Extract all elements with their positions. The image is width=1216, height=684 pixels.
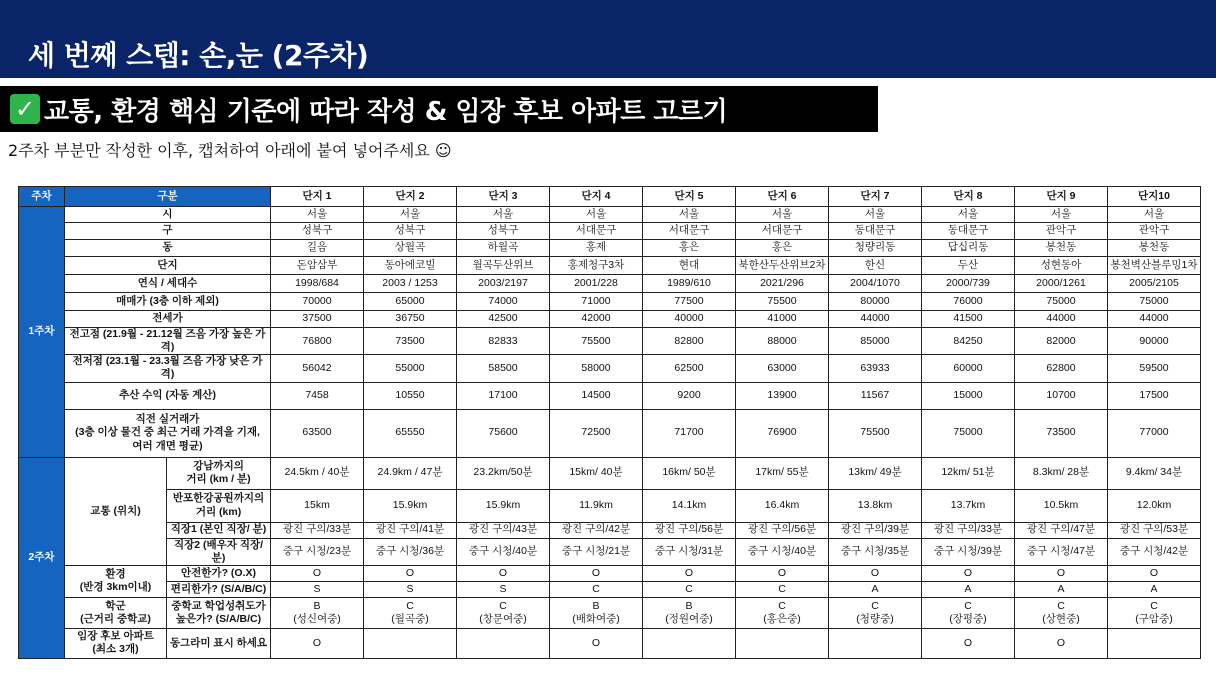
table-cell: 광진 구의/33분 xyxy=(922,522,1015,538)
table-cell: A xyxy=(1015,581,1108,597)
table-cell: 15000 xyxy=(922,382,1015,409)
column-header: 단지 3 xyxy=(457,187,550,207)
table-cell: 85000 xyxy=(829,328,922,355)
table-cell: C (월곡중) xyxy=(364,597,457,628)
table-cell: A xyxy=(829,581,922,597)
table-cell: 40000 xyxy=(643,311,736,328)
table-cell: 82000 xyxy=(1015,328,1108,355)
table-cell: 44000 xyxy=(1108,311,1201,328)
table-cell: 17km/ 55분 xyxy=(736,457,829,489)
table-row xyxy=(19,628,1201,658)
table-cell: 관악구 xyxy=(1108,223,1201,240)
table-cell: 서울 xyxy=(736,207,829,223)
table-cell: A xyxy=(922,581,1015,597)
table-cell: C xyxy=(643,581,736,597)
table-cell: 55000 xyxy=(364,355,457,382)
table-cell: 80000 xyxy=(829,293,922,311)
table-cell: O xyxy=(550,628,643,658)
table-cell: S xyxy=(364,581,457,597)
table-cell xyxy=(643,628,736,658)
table-cell: 광진 구의/43분 xyxy=(457,522,550,538)
apartment-comparison-table xyxy=(18,186,1201,659)
table-cell: S xyxy=(271,581,364,597)
row-label: 동그라미 표시 하세요 xyxy=(167,628,271,658)
table-cell: 15.9km xyxy=(457,489,550,522)
row-label: 시 xyxy=(65,207,271,223)
row-label: 추산 수익 (자동 계산) xyxy=(65,382,271,409)
table-cell: 82833 xyxy=(457,328,550,355)
instruction-text: 2주차 부분만 작성한 이후, 캡쳐하여 아래에 붙여 넣어주세요 ☺ xyxy=(8,141,452,160)
table-cell: C (상현중) xyxy=(1015,597,1108,628)
table-cell: 성북구 xyxy=(364,223,457,240)
table-cell: 광진 구의/53분 xyxy=(1108,522,1201,538)
table-cell: 16km/ 50분 xyxy=(643,457,736,489)
table-cell: 서대문구 xyxy=(736,223,829,240)
table-cell: 73500 xyxy=(1015,409,1108,457)
table-cell: 청량리동 xyxy=(829,240,922,257)
table-cell: 17100 xyxy=(457,382,550,409)
header-bar xyxy=(0,0,1216,78)
table-cell: 63933 xyxy=(829,355,922,382)
table-cell: 70000 xyxy=(271,293,364,311)
table-cell: 72500 xyxy=(550,409,643,457)
table-cell: 13.8km xyxy=(829,489,922,522)
column-header: 단지 2 xyxy=(364,187,457,207)
apartment-table-wrapper xyxy=(18,186,1201,659)
section-banner xyxy=(0,86,878,132)
banner-text: 교통, 환경 핵심 기준에 따라 작성 & 임장 후보 아파트 고르기 xyxy=(44,96,728,127)
table-cell: 관악구 xyxy=(1015,223,1108,240)
table-cell: 2004/1070 xyxy=(829,275,922,293)
table-cell: 광진 구의/41분 xyxy=(364,522,457,538)
table-cell: 길음 xyxy=(271,240,364,257)
table-row xyxy=(19,489,1201,522)
table-cell: C (청량중) xyxy=(829,597,922,628)
table-cell: 광진 구의/56분 xyxy=(643,522,736,538)
table-cell: 서울 xyxy=(829,207,922,223)
column-header: 단지10 xyxy=(1108,187,1201,207)
table-cell: 63000 xyxy=(736,355,829,382)
week-label-1: 1주차 xyxy=(19,207,65,458)
group-label: 교통 (위치) xyxy=(65,457,167,565)
column-header: 단지 8 xyxy=(922,187,1015,207)
table-cell xyxy=(736,628,829,658)
table-cell: O xyxy=(736,565,829,581)
table-cell: 75500 xyxy=(736,293,829,311)
table-cell: A xyxy=(1108,581,1201,597)
table-cell: 성현동아 xyxy=(1015,257,1108,275)
row-label: 반포한강공원까지의 거리 (km) xyxy=(167,489,271,522)
table-cell: 중구 시청/42분 xyxy=(1108,538,1201,565)
table-cell: 중구 시청/31분 xyxy=(643,538,736,565)
row-label: 중학교 학업성취도가 높은가? (S/A/B/C) xyxy=(167,597,271,628)
row-label: 연식 / 세대수 xyxy=(65,275,271,293)
table-cell: 7458 xyxy=(271,382,364,409)
table-row xyxy=(19,223,1201,240)
table-row xyxy=(19,597,1201,628)
table-cell: 봉천벽산블루밍1차 xyxy=(1108,257,1201,275)
table-cell: O xyxy=(1015,628,1108,658)
table-row xyxy=(19,355,1201,382)
table-cell: 봉천동 xyxy=(1015,240,1108,257)
table-cell: B (배화여중) xyxy=(550,597,643,628)
table-cell: O xyxy=(550,565,643,581)
table-cell: 중구 시청/40분 xyxy=(736,538,829,565)
table-cell: C xyxy=(736,581,829,597)
table-cell: 65000 xyxy=(364,293,457,311)
table-cell: 84250 xyxy=(922,328,1015,355)
table-cell: 서울 xyxy=(1015,207,1108,223)
table-cell: 82800 xyxy=(643,328,736,355)
table-cell: 76900 xyxy=(736,409,829,457)
table-row xyxy=(19,538,1201,565)
table-cell: 74000 xyxy=(457,293,550,311)
table-row xyxy=(19,275,1201,293)
table-cell: 2003/2197 xyxy=(457,275,550,293)
table-cell: 56042 xyxy=(271,355,364,382)
table-cell: 두산 xyxy=(922,257,1015,275)
table-cell: O xyxy=(922,628,1015,658)
row-label: 구 xyxy=(65,223,271,240)
table-cell: 성북구 xyxy=(457,223,550,240)
table-cell: 서울 xyxy=(271,207,364,223)
table-cell: 58000 xyxy=(550,355,643,382)
table-cell xyxy=(457,628,550,658)
table-cell: 서대문구 xyxy=(550,223,643,240)
table-cell: 77000 xyxy=(1108,409,1201,457)
table-cell: 2005/2105 xyxy=(1108,275,1201,293)
table-cell: 75000 xyxy=(922,409,1015,457)
table-cell: 서울 xyxy=(643,207,736,223)
table-cell: 중구 시청/23분 xyxy=(271,538,364,565)
table-cell: 서울 xyxy=(457,207,550,223)
table-cell: 서울 xyxy=(550,207,643,223)
table-row xyxy=(19,457,1201,489)
table-cell: 서울 xyxy=(364,207,457,223)
table-cell: 77500 xyxy=(643,293,736,311)
table-cell: 71000 xyxy=(550,293,643,311)
table-cell: 봉천동 xyxy=(1108,240,1201,257)
column-header: 단지 7 xyxy=(829,187,922,207)
table-cell: 광진 구의/56분 xyxy=(736,522,829,538)
table-cell: 41000 xyxy=(736,311,829,328)
table-cell: 24.9km / 47분 xyxy=(364,457,457,489)
table-cell: 광진 구의/47분 xyxy=(1015,522,1108,538)
table-cell: 13km/ 49분 xyxy=(829,457,922,489)
table-cell: 59500 xyxy=(1108,355,1201,382)
table-cell: 현대 xyxy=(643,257,736,275)
table-row xyxy=(19,382,1201,409)
table-cell: 42000 xyxy=(550,311,643,328)
table-cell: S xyxy=(457,581,550,597)
table-cell: 돈암삼부 xyxy=(271,257,364,275)
table-cell: 홍은 xyxy=(736,240,829,257)
table-row xyxy=(19,311,1201,328)
table-cell: 월곡두산위브 xyxy=(457,257,550,275)
table-cell: 중구 시청/35분 xyxy=(829,538,922,565)
table-cell: 상월곡 xyxy=(364,240,457,257)
table-cell: 광진 구의/42분 xyxy=(550,522,643,538)
table-cell: 44000 xyxy=(829,311,922,328)
table-row xyxy=(19,409,1201,457)
table-cell: 36750 xyxy=(364,311,457,328)
table-cell: 73500 xyxy=(364,328,457,355)
row-label: 직장1 (본인 직장/ 분) xyxy=(167,522,271,538)
table-cell: O xyxy=(643,565,736,581)
table-cell: 11.9km xyxy=(550,489,643,522)
table-cell: 중구 시청/39분 xyxy=(922,538,1015,565)
table-cell: 북한산두산위브2차 xyxy=(736,257,829,275)
row-label: 동 xyxy=(65,240,271,257)
table-cell: 하월곡 xyxy=(457,240,550,257)
group-label: 환경 (반경 3km이내) xyxy=(65,565,167,597)
column-header: 단지 9 xyxy=(1015,187,1108,207)
table-cell: 중구 시청/36분 xyxy=(364,538,457,565)
table-cell: 10550 xyxy=(364,382,457,409)
table-row xyxy=(19,522,1201,538)
table-cell: 중구 시청/21분 xyxy=(550,538,643,565)
table-cell: 15km xyxy=(271,489,364,522)
column-header: 단지 1 xyxy=(271,187,364,207)
table-cell: 2000/1261 xyxy=(1015,275,1108,293)
table-cell: 75000 xyxy=(1108,293,1201,311)
table-cell xyxy=(364,628,457,658)
table-cell: B (정원여중) xyxy=(643,597,736,628)
table-cell: 14.1km xyxy=(643,489,736,522)
table-cell: 9200 xyxy=(643,382,736,409)
group-label: 학군 (근거리 중학교) xyxy=(65,597,167,628)
table-cell: 성북구 xyxy=(271,223,364,240)
row-label: 매매가 (3층 이하 제외) xyxy=(65,293,271,311)
table-cell: 답십리동 xyxy=(922,240,1015,257)
row-label: 직장2 (배우자 직장/ 분) xyxy=(167,538,271,565)
table-cell: O xyxy=(457,565,550,581)
table-cell: 60000 xyxy=(922,355,1015,382)
table-cell: 75600 xyxy=(457,409,550,457)
table-row xyxy=(19,293,1201,311)
table-cell: 중구 시청/47분 xyxy=(1015,538,1108,565)
column-header: 단지 5 xyxy=(643,187,736,207)
table-row xyxy=(19,240,1201,257)
table-cell xyxy=(829,628,922,658)
table-cell: O xyxy=(271,565,364,581)
table-cell: 62800 xyxy=(1015,355,1108,382)
table-cell: 13.7km xyxy=(922,489,1015,522)
table-cell: 중구 시청/40분 xyxy=(457,538,550,565)
table-cell: 15km/ 40분 xyxy=(550,457,643,489)
column-header: 단지 6 xyxy=(736,187,829,207)
table-cell: 서울 xyxy=(922,207,1015,223)
table-cell: O xyxy=(1108,565,1201,581)
table-cell: C xyxy=(550,581,643,597)
table-cell: 88000 xyxy=(736,328,829,355)
row-label: 단지 xyxy=(65,257,271,275)
row-label: 편리한가? (S/A/B/C) xyxy=(167,581,271,597)
table-cell: 17500 xyxy=(1108,382,1201,409)
table-cell: 37500 xyxy=(271,311,364,328)
check-mark-icon: ✓ xyxy=(10,94,40,124)
column-header: 단지 4 xyxy=(550,187,643,207)
table-cell: 75500 xyxy=(550,328,643,355)
table-cell: 홍제 xyxy=(550,240,643,257)
table-cell: 63500 xyxy=(271,409,364,457)
corner-cell: 주차 xyxy=(19,187,65,207)
table-cell: 13900 xyxy=(736,382,829,409)
table-cell: 동대문구 xyxy=(829,223,922,240)
table-cell: 44000 xyxy=(1015,311,1108,328)
table-cell: 41500 xyxy=(922,311,1015,328)
table-row xyxy=(19,581,1201,597)
table-cell: 12km/ 51분 xyxy=(922,457,1015,489)
table-cell: 1989/610 xyxy=(643,275,736,293)
table-row xyxy=(19,565,1201,581)
table-cell: 76800 xyxy=(271,328,364,355)
category-header: 구분 xyxy=(65,187,271,207)
table-cell: O xyxy=(1015,565,1108,581)
table-cell: 서대문구 xyxy=(643,223,736,240)
table-cell: 10700 xyxy=(1015,382,1108,409)
table-cell: 16.4km xyxy=(736,489,829,522)
table-cell: 42500 xyxy=(457,311,550,328)
table-cell: 65550 xyxy=(364,409,457,457)
table-cell: C (홍은중) xyxy=(736,597,829,628)
row-label: 전저점 (23.1월 - 23.3월 즈음 가장 낮은 가격) xyxy=(65,355,271,382)
table-cell: 12.0km xyxy=(1108,489,1201,522)
row-label: 직전 실거래가 (3층 이상 물건 중 최근 거래 가격을 기재, 여러 개면 평균) xyxy=(65,409,271,457)
table-cell: 9.4km/ 34분 xyxy=(1108,457,1201,489)
table-cell: 23.2km/50분 xyxy=(457,457,550,489)
table-cell: 8.3km/ 28분 xyxy=(1015,457,1108,489)
table-cell: 1998/684 xyxy=(271,275,364,293)
table-cell: O xyxy=(271,628,364,658)
table-cell: O xyxy=(922,565,1015,581)
table-cell: 11567 xyxy=(829,382,922,409)
table-cell: 홍제청구3차 xyxy=(550,257,643,275)
table-cell: O xyxy=(829,565,922,581)
table-row xyxy=(19,328,1201,355)
table-row xyxy=(19,257,1201,275)
table-cell: 90000 xyxy=(1108,328,1201,355)
table-cell xyxy=(1108,628,1201,658)
row-label: 전세가 xyxy=(65,311,271,328)
table-cell: C (구암중) xyxy=(1108,597,1201,628)
row-label: 안전한가? (O.X) xyxy=(167,565,271,581)
page-title: 세 번째 스텝: 손,눈 (2주차) xyxy=(28,39,369,72)
table-cell: 62500 xyxy=(643,355,736,382)
table-cell: 2003 / 1253 xyxy=(364,275,457,293)
row-label: 전고점 (21.9월 - 21.12월 즈음 가장 높은 가격) xyxy=(65,328,271,355)
table-cell: O xyxy=(364,565,457,581)
table-cell: 2000/739 xyxy=(922,275,1015,293)
table-cell: C (창문여중) xyxy=(457,597,550,628)
table-cell: 광진 구의/33분 xyxy=(271,522,364,538)
week-label-2: 2주차 xyxy=(19,457,65,658)
table-cell: 71700 xyxy=(643,409,736,457)
table-header-row xyxy=(19,187,1201,207)
table-cell: 10.5km xyxy=(1015,489,1108,522)
table-cell: 동아에코빌 xyxy=(364,257,457,275)
table-cell: 24.5km / 40분 xyxy=(271,457,364,489)
table-cell: B (성신여중) xyxy=(271,597,364,628)
group-label: 임장 후보 아파트 (최소 3개) xyxy=(65,628,167,658)
table-cell: 한신 xyxy=(829,257,922,275)
table-cell: 75000 xyxy=(1015,293,1108,311)
table-cell: 2021/296 xyxy=(736,275,829,293)
table-cell: 동대문구 xyxy=(922,223,1015,240)
table-cell: 2001/228 xyxy=(550,275,643,293)
table-cell: 서울 xyxy=(1108,207,1201,223)
table-cell: C (장평중) xyxy=(922,597,1015,628)
table-cell: 14500 xyxy=(550,382,643,409)
table-cell: 58500 xyxy=(457,355,550,382)
row-label: 강남까지의 거리 (km / 분) xyxy=(167,457,271,489)
table-cell: 75500 xyxy=(829,409,922,457)
table-cell: 15.9km xyxy=(364,489,457,522)
table-cell: 76000 xyxy=(922,293,1015,311)
table-cell: 광진 구의/39분 xyxy=(829,522,922,538)
table-row xyxy=(19,207,1201,223)
table-cell: 홍은 xyxy=(643,240,736,257)
